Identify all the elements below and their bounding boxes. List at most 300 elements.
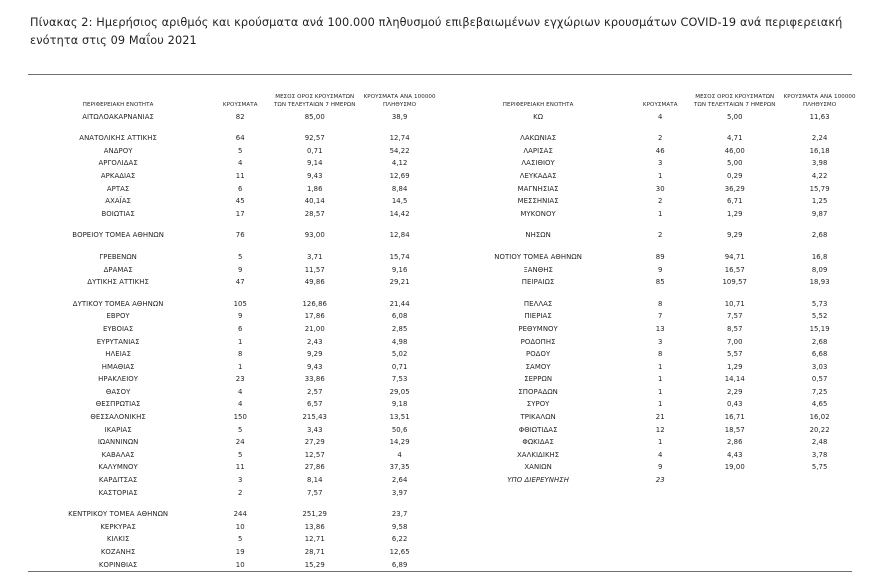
cell-region-name: ΚΑΛΥΜΝΟΥ [98, 463, 138, 472]
cell-seven-day-average [690, 474, 779, 487]
cell-region-name: ΘΑΣΟΥ [105, 387, 131, 396]
column-header-average-line1: ΜΕΣΟΣ ΟΡΟΣ ΚΡΟΥΣΜΑΤΩΝ [695, 93, 775, 100]
cell-region-name: ΓΡΕΒΕΝΩΝ [99, 252, 137, 261]
cell-seven-day-average: 0,29 [726, 171, 743, 180]
cell-seven-day-average: 17,86 [304, 312, 325, 321]
cell-seven-day-average: 85,00 [304, 112, 325, 121]
table-row [26, 461, 440, 474]
table-row [26, 157, 440, 170]
cell-region-name: ΠΕΛΛΑΣ [523, 299, 553, 308]
cell-region-name: ΣΑΜΟΥ [525, 362, 551, 371]
cell-cases: 4 [238, 159, 243, 168]
cell-cases: 5 [238, 146, 243, 155]
cell-per-100000: 15,74 [389, 252, 410, 261]
cell-cases: 47 [235, 278, 245, 287]
cell-region-name: ΑΡΚΑΔΙΑΣ [100, 171, 136, 180]
cell-region-name: ΣΠΟΡΑΔΩΝ [518, 387, 558, 396]
cell-seven-day-average: 33,86 [304, 375, 325, 384]
cell-cases: 244 [233, 510, 247, 519]
cell-seven-day-average: 3,43 [306, 425, 323, 434]
header-row [26, 93, 440, 111]
column-header-average-line2: ΤΩΝ ΤΕΛΕΥΤΑΙΩΝ 7 ΗΜΕΡΩΝ [274, 101, 356, 108]
cell-seven-day-average: 5,57 [726, 350, 743, 359]
cell-per-100000 [779, 474, 860, 487]
table-row [446, 276, 860, 289]
cell-per-100000: 6,22 [391, 535, 408, 544]
table-row [446, 424, 860, 437]
cell-per-100000: 2,24 [811, 134, 828, 143]
cell-seven-day-average: 6,71 [726, 197, 743, 206]
spacer-cell [26, 123, 440, 132]
cell-region-name: ΕΥΡΥΤΑΝΙΑΣ [96, 337, 140, 346]
cell-cases: 23 [655, 476, 665, 485]
table-body-region [26, 93, 854, 572]
cell-per-100000: 9,18 [391, 400, 408, 409]
cell-region-name: ΒΟΙΩΤΙΑΣ [101, 209, 135, 218]
cell-per-100000: 3,98 [811, 159, 828, 168]
cell-per-100000: 15,19 [809, 324, 830, 333]
cell-cases: 2 [658, 134, 663, 143]
cell-seven-day-average: 5,00 [726, 112, 743, 121]
cell-cases: 5 [238, 535, 243, 544]
cell-region-name: ΗΡΑΚΛΕΙΟΥ [98, 375, 139, 384]
table-row [446, 411, 860, 424]
cell-seven-day-average: 0,43 [726, 400, 743, 409]
table-row [26, 208, 440, 221]
column-header-name: ΠΕΡΙΦΕΡΕΙΑΚΗ ΕΝΟΤΗΤΑ [82, 101, 154, 108]
cell-cases: 5 [238, 425, 243, 434]
table-row [446, 157, 860, 170]
cell-seven-day-average: 9,29 [726, 231, 743, 240]
table-row [26, 424, 440, 437]
cell-per-100000: 12,69 [389, 171, 410, 180]
table-row [26, 348, 440, 361]
cell-cases: 2 [238, 488, 243, 497]
cell-per-100000: 38,9 [391, 112, 408, 121]
table-row [446, 310, 860, 323]
cell-seven-day-average: 92,57 [304, 134, 325, 143]
cell-per-100000: 14,42 [389, 209, 410, 218]
table-row [26, 276, 440, 289]
cell-region-name: ΛΑΡΙΣΑΣ [523, 146, 553, 155]
cell-region-name: ΦΘΙΩΤΙΔΑΣ [518, 425, 558, 434]
cell-region-name: ΝΗΣΩΝ [525, 231, 551, 240]
cell-seven-day-average: 0,71 [306, 146, 323, 155]
column-header-per-100000 [359, 93, 440, 111]
cell-seven-day-average: 94,71 [724, 252, 745, 261]
cell-region-name: ΕΒΡΟΥ [106, 312, 130, 321]
table-row [26, 229, 440, 242]
table-row [446, 132, 860, 145]
right-table-wrapper [446, 93, 860, 572]
cell-per-100000: 4,12 [391, 159, 408, 168]
cell-seven-day-average: 2,43 [306, 337, 323, 346]
cell-per-100000: 6,08 [391, 312, 408, 321]
table-row [26, 336, 440, 349]
cell-per-100000: 16,02 [809, 413, 830, 422]
table-row [446, 229, 860, 242]
cell-region-name: ΚΑΣΤΟΡΙΑΣ [98, 488, 138, 497]
cell-cases: 1 [238, 337, 243, 346]
table-row [446, 449, 860, 462]
table-row [446, 474, 860, 487]
cell-region-name: ΚΙΛΚΙΣ [106, 535, 130, 544]
cell-cases: 4 [238, 387, 243, 396]
cell-per-100000: 29,05 [389, 387, 410, 396]
column-header-cases: ΚΡΟΥΣΜΑΤΑ [642, 101, 678, 108]
cell-cases: 17 [235, 209, 245, 218]
cell-region-name: ΙΩΑΝΝΙΝΩΝ [97, 438, 139, 447]
cell-region-name: ΛΑΣΙΘΙΟΥ [521, 159, 555, 168]
spacer-cell [26, 242, 440, 251]
cell-region-name: ΑΡΓΟΛΙΔΑΣ [98, 159, 138, 168]
cell-cases: 24 [235, 438, 245, 447]
table-row [26, 386, 440, 399]
cell-per-100000: 3,97 [391, 488, 408, 497]
cell-cases: 13 [655, 324, 665, 333]
cell-per-100000: 12,84 [389, 231, 410, 240]
cell-cases: 4 [238, 400, 243, 409]
cell-seven-day-average: 18,57 [724, 425, 745, 434]
table-row [26, 521, 440, 534]
cell-region-name: ΡΟΔΟΠΗΣ [520, 337, 556, 346]
cell-per-100000: 1,25 [811, 197, 828, 206]
cell-cases: 8 [658, 299, 663, 308]
table-row [446, 298, 860, 311]
cell-per-100000: 16,8 [811, 252, 828, 261]
table-row [26, 487, 440, 500]
column-header-per-line2: ΠΛΗΘΥΣΜΟ [803, 101, 837, 108]
spacer-cell [446, 289, 860, 298]
cell-cases: 1 [658, 387, 663, 396]
left-table-head [26, 93, 440, 111]
cell-per-100000: 8,09 [811, 265, 828, 274]
cell-region-name: ΚΑΡΔΙΤΣΑΣ [98, 476, 138, 485]
column-header-average-line1: ΜΕΣΟΣ ΟΡΟΣ ΚΡΟΥΣΜΑΤΩΝ [275, 93, 355, 100]
table-row [26, 508, 440, 521]
cell-region-name: ΜΑΓΝΗΣΙΑΣ [517, 184, 559, 193]
cell-seven-day-average: 46,00 [724, 146, 745, 155]
table-row [446, 361, 860, 374]
table-row [446, 336, 860, 349]
cell-region-name: ΗΛΕΙΑΣ [105, 350, 131, 359]
cell-seven-day-average: 7,00 [726, 337, 743, 346]
cell-cases: 23 [235, 375, 245, 384]
cell-seven-day-average: 93,00 [304, 231, 325, 240]
cell-per-100000: 9,58 [391, 522, 408, 531]
cell-per-100000: 11,63 [809, 112, 830, 121]
cell-seven-day-average: 12,71 [304, 535, 325, 544]
cell-region-name: ΔΡΑΜΑΣ [103, 265, 133, 274]
cell-seven-day-average: 27,86 [304, 463, 325, 472]
cell-per-100000: 16,18 [809, 146, 830, 155]
cell-cases: 1 [658, 171, 663, 180]
cell-seven-day-average: 8,57 [726, 324, 743, 333]
cell-cases: 1 [658, 438, 663, 447]
table-row [446, 373, 860, 386]
spacer-cell [26, 220, 440, 229]
table-row [26, 170, 440, 183]
cell-region-name: ΛΕΥΚΑΔΑΣ [519, 171, 557, 180]
cell-per-100000: 7,53 [391, 375, 408, 384]
cell-cases: 9 [238, 265, 243, 274]
cell-region-name: ΚΕΝΤΡΙΚΟΥ ΤΟΜΕΑ ΑΘΗΝΩΝ [68, 510, 169, 519]
cell-seven-day-average: 8,14 [306, 476, 323, 485]
cell-seven-day-average: 40,14 [304, 197, 325, 206]
cell-per-100000: 9,87 [811, 209, 828, 218]
table-top-rule [28, 74, 852, 75]
column-header-per-line1: ΚΡΟΥΣΜΑΤΑ ΑΝΑ 100000 [783, 93, 856, 100]
cell-cases: 1 [658, 209, 663, 218]
cell-cases: 19 [235, 548, 245, 556]
cell-per-100000: 12,65 [389, 548, 410, 556]
left-table-wrapper [26, 93, 440, 572]
cell-seven-day-average: 109,57 [722, 278, 748, 287]
cell-per-100000: 18,93 [809, 278, 830, 287]
cell-per-100000: 0,71 [391, 362, 408, 371]
spacer-cell [446, 242, 860, 251]
cell-cases: 7 [658, 312, 663, 321]
column-header-average [270, 93, 359, 111]
cell-cases: 89 [655, 252, 665, 261]
cell-cases: 85 [655, 278, 665, 287]
cell-per-100000: 23,7 [391, 510, 408, 519]
cell-per-100000: 20,22 [809, 425, 830, 434]
cell-cases: 6 [238, 324, 243, 333]
cell-cases: 1 [658, 362, 663, 371]
table-row [26, 195, 440, 208]
table-row [446, 170, 860, 183]
table-row [446, 195, 860, 208]
table-row [446, 183, 860, 196]
spacer-cell [446, 123, 860, 132]
table-row [446, 398, 860, 411]
table-row [446, 323, 860, 336]
table-row [446, 264, 860, 277]
cell-seven-day-average: 14,14 [724, 375, 745, 384]
cell-per-100000: 9,16 [391, 265, 408, 274]
cell-seven-day-average: 27,29 [304, 438, 325, 447]
table-row [446, 436, 860, 449]
cell-region-name: ΑΝΑΤΟΛΙΚΗΣ ΑΤΤΙΚΗΣ [79, 134, 157, 143]
table-row [26, 449, 440, 462]
cell-cases: 21 [655, 413, 665, 422]
table-row-spacer [26, 123, 440, 132]
cell-region-name: ΙΚΑΡΙΑΣ [104, 425, 132, 434]
table-row [446, 145, 860, 158]
cell-region-name: ΜΥΚΟΝΟΥ [520, 209, 556, 218]
cell-region-name: ΗΜΑΘΙΑΣ [101, 362, 135, 371]
table-row [26, 264, 440, 277]
cell-seven-day-average: 4,43 [726, 450, 743, 459]
cell-region-name: ΝΟΤΙΟΥ ΤΟΜΕΑ ΑΘΗΝΩΝ [494, 252, 582, 261]
table-row-spacer [26, 289, 440, 298]
cell-seven-day-average: 28,71 [304, 548, 325, 556]
table-row [26, 411, 440, 424]
cell-per-100000: 4,65 [811, 400, 828, 409]
cell-cases: 64 [235, 134, 245, 143]
cell-seven-day-average: 2,86 [726, 438, 743, 447]
cell-cases: 4 [658, 450, 663, 459]
cell-region-name: ΡΟΔΟΥ [525, 350, 551, 359]
cell-cases: 2 [658, 231, 663, 240]
column-header-name: ΠΕΡΙΦΕΡΕΙΑΚΗ ΕΝΟΤΗΤΑ [502, 101, 574, 108]
table-row [446, 461, 860, 474]
cell-region-name: ΡΕΘΥΜΝΟΥ [518, 324, 558, 333]
cell-seven-day-average: 9,29 [306, 350, 323, 359]
spacer-cell [446, 220, 860, 229]
table-row [26, 474, 440, 487]
cell-per-100000: 5,73 [811, 299, 828, 308]
cell-seven-day-average: 7,57 [306, 488, 323, 497]
cell-seven-day-average: 16,57 [724, 265, 745, 274]
table-row [26, 251, 440, 264]
cell-region-name: ΚΕΡΚΥΡΑΣ [100, 522, 136, 531]
cell-cases: 45 [235, 197, 245, 206]
table-row [26, 361, 440, 374]
cell-cases: 12 [655, 425, 665, 434]
cell-seven-day-average: 9,43 [306, 171, 323, 180]
cell-region-name: ΠΙΕΡΙΑΣ [524, 312, 552, 321]
table-row [26, 533, 440, 546]
cell-seven-day-average: 2,29 [726, 387, 743, 396]
left-table-rows [26, 111, 440, 572]
table-row [26, 310, 440, 323]
cell-cases: 5 [238, 252, 243, 261]
cell-per-100000: 7,25 [811, 387, 828, 396]
table-row [26, 398, 440, 411]
table-row [26, 436, 440, 449]
cell-region-name: ΑΝΔΡΟΥ [103, 146, 133, 155]
cell-per-100000: 37,35 [389, 463, 410, 472]
cell-region-name: ΞΑΝΘΗΣ [523, 265, 553, 274]
cell-cases: 5 [238, 450, 243, 459]
cell-cases: 150 [233, 413, 247, 422]
cell-cases: 105 [233, 299, 247, 308]
cell-per-100000: 0,57 [811, 375, 828, 384]
cell-per-100000: 2,48 [811, 438, 828, 447]
cell-seven-day-average: 10,71 [724, 299, 745, 308]
cell-region-name: ΑΙΤΩΛΟΑΚΑΡΝΑΝΙΑΣ [82, 112, 154, 121]
table-row-spacer [26, 220, 440, 229]
cell-seven-day-average: 6,57 [306, 400, 323, 409]
table-row-spacer [26, 242, 440, 251]
cell-cases: 10 [235, 522, 245, 531]
column-header-cases: ΚΡΟΥΣΜΑΤΑ [222, 101, 258, 108]
spacer-cell [26, 289, 440, 298]
cell-per-100000: 4,98 [391, 337, 408, 346]
cell-cases: 8 [238, 350, 243, 359]
cell-cases: 1 [658, 400, 663, 409]
cell-cases: 9 [658, 463, 663, 472]
cell-per-100000: 2,64 [391, 476, 408, 485]
right-table-head [446, 93, 860, 111]
spacer-cell [26, 499, 440, 508]
cell-cases: 30 [655, 184, 665, 193]
cell-region-name: ΘΕΣΠΡΩΤΙΑΣ [95, 400, 141, 409]
table-row-spacer [446, 123, 860, 132]
cell-per-100000: 6,89 [391, 560, 408, 569]
cell-per-100000: 3,03 [811, 362, 828, 371]
cell-region-name: ΚΑΒΑΛΑΣ [101, 450, 135, 459]
cell-seven-day-average: 7,57 [726, 312, 743, 321]
cell-cases: 8 [658, 350, 663, 359]
cell-per-100000: 6,68 [811, 350, 828, 359]
cell-cases: 1 [238, 362, 243, 371]
table-row [26, 132, 440, 145]
column-header-per-line1: ΚΡΟΥΣΜΑΤΑ ΑΝΑ 100000 [363, 93, 436, 100]
cell-per-100000: 14,29 [389, 438, 410, 447]
cell-seven-day-average: 28,57 [304, 209, 325, 218]
cell-region-name: ΦΩΚΙΔΑΣ [522, 438, 554, 447]
cell-per-100000: 2,68 [811, 337, 828, 346]
cell-region-name: ΜΕΣΣΗΝΙΑΣ [517, 197, 559, 206]
cell-seven-day-average: 49,86 [304, 278, 325, 287]
cell-region-name: ΑΡΤΑΣ [106, 184, 130, 193]
cell-cases: 82 [235, 112, 245, 121]
column-header-average [690, 93, 779, 111]
cell-cases: 3 [658, 159, 663, 168]
cell-cases: 9 [238, 312, 243, 321]
cell-per-100000: 15,79 [809, 184, 830, 193]
cell-region-name: ΒΟΡΕΙΟΥ ΤΟΜΕΑ ΑΘΗΝΩΝ [72, 231, 164, 240]
cell-per-100000: 13,51 [389, 413, 410, 422]
cell-cases: 3 [238, 476, 243, 485]
cell-seven-day-average: 215,43 [302, 413, 328, 422]
table-row [26, 559, 440, 572]
caption-text: Ημερήσιος αριθμός και κρούσματα ανά 100.000 πληθυσμού επιβεβαιωμένων εγχώριων κρουσμάτων COVID-19 ανά περιφερειακή ενότητα στις 09 Μαΐου 2021 [30, 16, 843, 48]
cell-seven-day-average: 16,71 [724, 413, 745, 422]
column-header-average-line2: ΤΩΝ ΤΕΛΕΥΤΑΙΩΝ 7 ΗΜΕΡΩΝ [694, 101, 776, 108]
cell-region-name: ΑΧΑΪΑΣ [105, 197, 131, 206]
table-row [26, 111, 440, 124]
table-row-spacer [26, 499, 440, 508]
cell-cases: 9 [658, 265, 663, 274]
cell-cases: 10 [235, 560, 245, 569]
cell-region-name: ΔΥΤΙΚΗΣ ΑΤΤΙΚΗΣ [87, 278, 149, 287]
cell-region-name: ΧΑΝΙΩΝ [524, 463, 552, 472]
table-row-spacer [446, 220, 860, 229]
cell-seven-day-average: 1,86 [306, 184, 323, 193]
cell-seven-day-average: 1,29 [726, 209, 743, 218]
cell-region-name: ΧΑΛΚΙΔΙΚΗΣ [517, 450, 560, 459]
table-row [446, 208, 860, 221]
table-row [446, 386, 860, 399]
cell-region-name: ΤΡΙΚΑΛΩΝ [520, 413, 556, 422]
column-header-per-100000 [779, 93, 860, 111]
cell-region-name: ΚΟΡΙΝΘΙΑΣ [98, 560, 138, 569]
cell-seven-day-average: 2,57 [306, 387, 323, 396]
cell-seven-day-average: 251,29 [302, 510, 328, 519]
cell-per-100000: 4,22 [811, 171, 828, 180]
cell-cases: 3 [658, 337, 663, 346]
cell-region-name: ΘΕΣΣΑΛΟΝΙΚΗΣ [90, 413, 146, 422]
cell-seven-day-average: 15,29 [304, 560, 325, 569]
header-row [446, 93, 860, 111]
cell-per-100000: 29,21 [389, 278, 410, 287]
left-table [26, 93, 440, 572]
cell-per-100000: 54,22 [389, 146, 410, 155]
cell-region-name: ΚΟΖΑΝΗΣ [100, 548, 136, 556]
cell-seven-day-average: 5,00 [726, 159, 743, 168]
cell-cases: 11 [235, 171, 245, 180]
cell-seven-day-average: 1,29 [726, 362, 743, 371]
cell-region-name: ΠΕΙΡΑΙΩΣ [521, 278, 555, 287]
cell-per-100000: 5,02 [391, 350, 408, 359]
cell-cases: 11 [235, 463, 245, 472]
table-row [446, 348, 860, 361]
cell-seven-day-average: 12,57 [304, 450, 325, 459]
